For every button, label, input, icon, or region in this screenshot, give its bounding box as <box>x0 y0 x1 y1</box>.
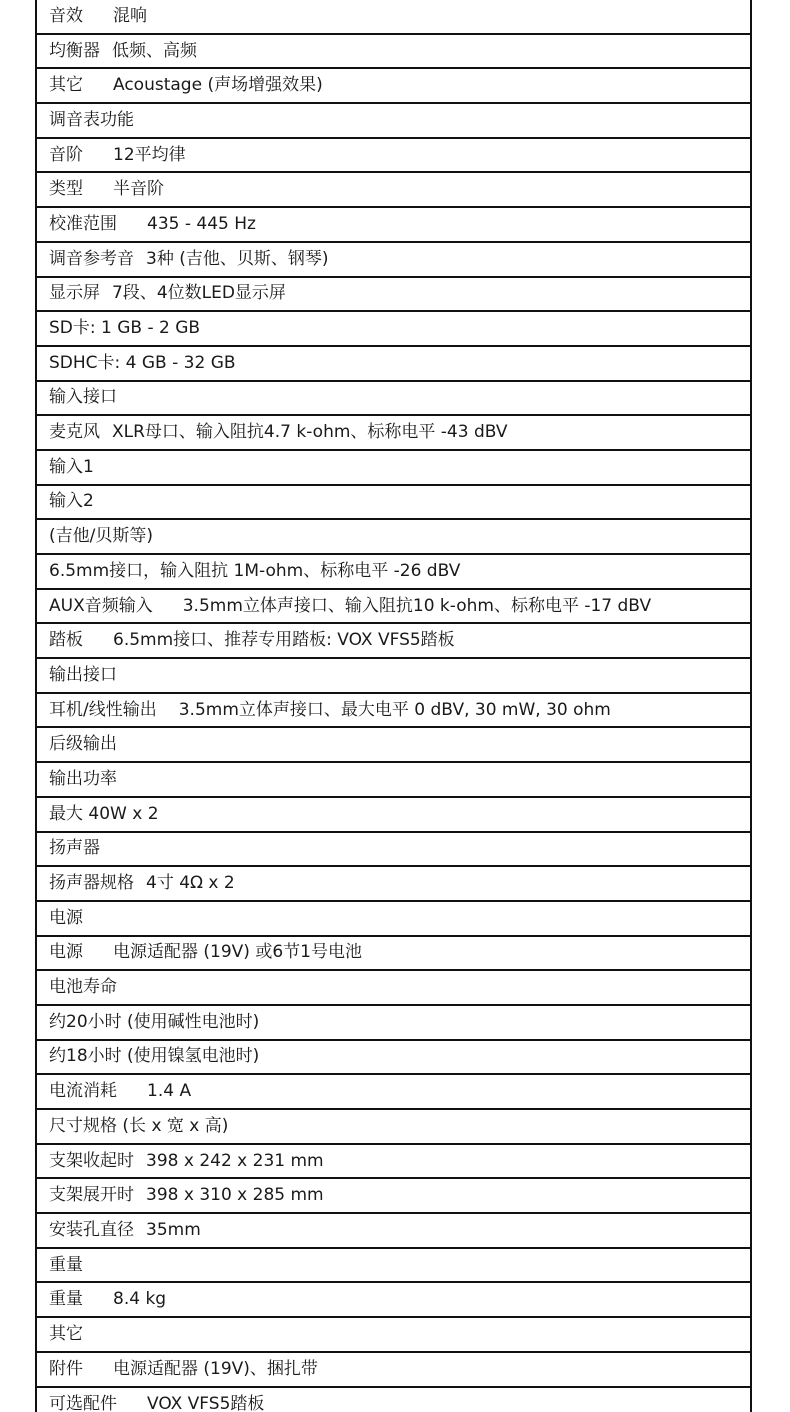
spec-row <box>37 867 750 902</box>
spec-value: 8.4 kg <box>113 1289 167 1310</box>
spec-row <box>37 173 750 208</box>
spec-label: 其它 <box>49 1323 83 1344</box>
spec-label: 音效 <box>49 5 83 26</box>
spec-label: 支架收起时 <box>49 1150 134 1171</box>
spec-label: 重量 <box>49 1289 83 1310</box>
spec-row <box>37 104 750 139</box>
spec-label: 输入2 <box>49 491 94 512</box>
spec-row <box>37 347 750 382</box>
spec-row <box>37 1353 750 1388</box>
spec-value: 电源适配器 (19V)、捆扎带 <box>113 1358 318 1379</box>
spec-table <box>35 0 752 1412</box>
spec-label: 校准范围 <box>49 213 117 234</box>
spec-row <box>37 590 750 625</box>
spec-row <box>37 208 750 243</box>
spec-label: 约20小时 (使用碱性电池时) <box>49 1011 260 1032</box>
spec-label: 扬声器 <box>49 838 100 859</box>
spec-label: 调音表功能 <box>49 109 134 130</box>
spec-label: 电池寿命 <box>49 977 117 998</box>
spec-label: 重量 <box>49 1254 83 1275</box>
spec-label: 输出功率 <box>49 768 117 789</box>
spec-value: 半音阶 <box>113 179 164 200</box>
spec-row <box>37 798 750 833</box>
spec-row <box>37 1214 750 1249</box>
spec-value: 35mm <box>146 1219 201 1240</box>
spec-row <box>37 1318 750 1353</box>
spec-row <box>37 902 750 937</box>
spec-value: 4寸 4Ω x 2 <box>146 873 235 894</box>
spec-row <box>37 763 750 798</box>
spec-row <box>37 1110 750 1145</box>
spec-value: XLR母口、输入阻抗4.7 k-ohm、标称电平 -43 dBV <box>112 422 508 443</box>
spec-row <box>37 1075 750 1110</box>
spec-label: 类型 <box>49 179 83 200</box>
spec-row <box>37 937 750 972</box>
spec-label: 电源 <box>49 907 83 928</box>
spec-label: SDHC卡: 4 GB - 32 GB <box>49 352 236 373</box>
spec-row <box>37 659 750 694</box>
spec-label: 麦克风 <box>49 422 100 443</box>
spec-row <box>37 139 750 174</box>
spec-label: 电源 <box>49 942 83 963</box>
spec-row <box>37 833 750 868</box>
spec-row <box>37 520 750 555</box>
spec-value: 3.5mm立体声接口、最大电平 0 dBV, 30 mW, 30 ohm <box>178 699 611 720</box>
spec-label: 均衡器 <box>49 40 100 61</box>
spec-value: 1.4 A <box>147 1081 192 1102</box>
spec-row <box>37 971 750 1006</box>
spec-row <box>37 1041 750 1076</box>
spec-label: 安装孔直径 <box>49 1219 134 1240</box>
spec-label: 可选配件 <box>49 1394 117 1412</box>
spec-label: 扬声器规格 <box>49 873 134 894</box>
spec-value: 435 - 445 Hz <box>147 213 256 234</box>
spec-value: 7段、4位数LED显示屏 <box>112 283 286 304</box>
spec-label: 约18小时 (使用镍氢电池时) <box>49 1046 260 1067</box>
spec-row <box>37 35 750 70</box>
spec-row <box>37 451 750 486</box>
spec-row <box>37 1249 750 1284</box>
spec-value: 电源适配器 (19V) 或6节1号电池 <box>113 942 362 963</box>
spec-value: 低频、高频 <box>112 40 197 61</box>
spec-row <box>37 69 750 104</box>
spec-row <box>37 1179 750 1214</box>
spec-value: 398 x 242 x 231 mm <box>146 1150 324 1171</box>
spec-value: Acoustage (声场增强效果) <box>113 75 323 96</box>
spec-value: 3.5mm立体声接口、输入阻抗10 k-ohm、标称电平 -17 dBV <box>182 595 652 616</box>
spec-row <box>37 1145 750 1180</box>
spec-label: 其它 <box>49 75 83 96</box>
spec-label: (吉他/贝斯等) <box>49 526 153 547</box>
spec-label: 最大 40W x 2 <box>49 803 159 824</box>
spec-row <box>37 555 750 590</box>
spec-label: 电流消耗 <box>49 1081 117 1102</box>
spec-row <box>37 243 750 278</box>
spec-label: 踏板 <box>49 630 83 651</box>
spec-row <box>37 382 750 417</box>
spec-label: 显示屏 <box>49 283 100 304</box>
spec-row <box>37 312 750 347</box>
spec-row <box>37 694 750 729</box>
spec-label: 尺寸规格 (长 x 宽 x 高) <box>49 1115 229 1136</box>
spec-label: 输入接口 <box>49 387 117 408</box>
spec-label: 耳机/线性输出 <box>49 699 157 720</box>
spec-row <box>37 0 750 35</box>
spec-label: SD卡: 1 GB - 2 GB <box>49 318 201 339</box>
spec-value: VOX VFS5踏板 <box>147 1394 265 1412</box>
spec-value: 12平均律 <box>113 144 186 165</box>
spec-value: 6.5mm接口、推荐专用踏板: VOX VFS5踏板 <box>113 630 455 651</box>
spec-label: 后级输出 <box>49 734 117 755</box>
spec-label: 6.5mm接口，输入阻抗 1M-ohm、标称电平 -26 dBV <box>49 560 461 581</box>
spec-row <box>37 1388 750 1412</box>
spec-label: AUX音频输入 <box>49 595 153 616</box>
spec-label: 音阶 <box>49 144 83 165</box>
spec-value: 3种 (吉他、贝斯、钢琴) <box>146 248 329 269</box>
spec-row <box>37 486 750 521</box>
spec-label: 附件 <box>49 1358 83 1379</box>
spec-label: 输入1 <box>49 456 94 477</box>
spec-label: 调音参考音 <box>49 248 134 269</box>
spec-row <box>37 728 750 763</box>
spec-row <box>37 1006 750 1041</box>
spec-value: 混响 <box>113 5 147 26</box>
spec-row <box>37 416 750 451</box>
spec-row <box>37 624 750 659</box>
spec-row <box>37 1283 750 1318</box>
spec-label: 支架展开时 <box>49 1185 134 1206</box>
spec-label: 输出接口 <box>49 664 117 685</box>
spec-row <box>37 278 750 313</box>
spec-value: 398 x 310 x 285 mm <box>146 1185 324 1206</box>
